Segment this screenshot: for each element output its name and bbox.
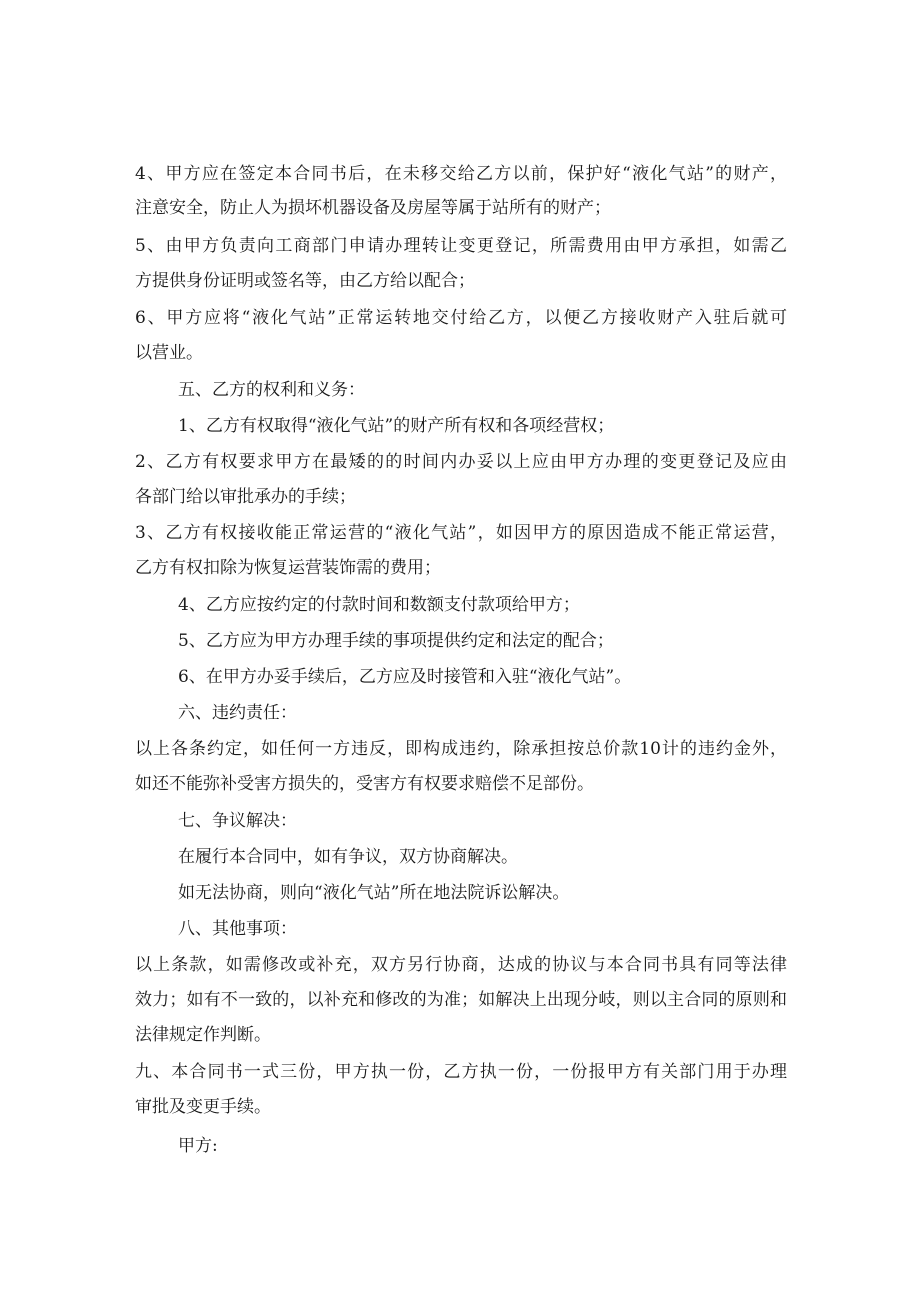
party-b-clause-4: 4、乙方应按约定的付款时间和数额支付款项给甲方； xyxy=(178,595,580,615)
dispute-clause-1: 在履行本合同中，如有争议，双方协商解决。 xyxy=(178,847,518,867)
party-a-clause-5-line-2: 方提供身份证明或签名等，由乙方给以配合； xyxy=(135,271,475,291)
section-9-line-1: 九、本合同书一式三份，甲方执一份，乙方执一份，一份报甲方有关部门用于办理 xyxy=(135,1062,787,1082)
party-b-clause-3-line-2: 乙方有权扣除为恢复运营装饰需的费用； xyxy=(135,558,441,578)
section-6-heading: 六、违约责任： xyxy=(178,703,297,723)
party-b-clause-2-line-2: 各部门给以审批承办的手续； xyxy=(135,487,356,507)
party-b-clause-1: 1、乙方有权取得“液化气站”的财产所有权和各项经营权； xyxy=(178,416,615,436)
party-a-clause-6-line-2: 以营业。 xyxy=(135,343,203,363)
section-8-heading: 八、其他事项： xyxy=(178,919,297,939)
party-b-clause-3-line-1: 3、乙方有权接收能正常运营的“液化气站”，如因甲方的原因造成不能正常运营， xyxy=(135,523,787,543)
party-a-clause-4-line-1: 4、甲方应在签定本合同书后，在未移交给乙方以前，保护好“液化气站”的财产， xyxy=(135,164,787,184)
section-5-heading: 五、乙方的权利和义务： xyxy=(178,380,365,400)
party-a-clause-5-line-1: 5、由甲方负责向工商部门申请办理转让变更登记，所需费用由甲方承担，如需乙 xyxy=(135,236,787,256)
dispute-clause-2: 如无法协商，则向“液化气站”所在地法院诉讼解决。 xyxy=(178,883,570,903)
breach-clause-line-2: 如还不能弥补受害方损失的，受害方有权要求赔偿不足部份。 xyxy=(135,774,594,794)
party-a-signature-label: 甲方: xyxy=(178,1136,218,1156)
party-b-clause-6: 6、在甲方办妥手续后，乙方应及时接管和入驻“液化气站”。 xyxy=(178,667,632,687)
breach-clause-line-1: 以上各条约定，如任何一方违反，即构成违约，除承担按总价款10计的违约金外， xyxy=(135,739,787,759)
party-a-clause-6-line-1: 6、甲方应将“液化气站”正常运转地交付给乙方，以便乙方接收财产入驻后就可 xyxy=(135,308,787,328)
section-9-line-2: 审批及变更手续。 xyxy=(135,1097,271,1117)
party-b-clause-5: 5、乙方应为甲方办理手续的事项提供约定和法定的配合； xyxy=(178,631,614,651)
other-matters-line-2: 效力；如有不一致的，以补充和修改的为准；如解决上出现分岐，则以主合同的原则和 xyxy=(135,990,787,1010)
party-a-clause-4-line-2: 注意安全，防止人为损坏机器设备及房屋等属于站所有的财产； xyxy=(135,198,611,218)
other-matters-line-1: 以上条款，如需修改或补充，双方另行协商，达成的协议与本合同书具有同等法律 xyxy=(135,955,787,975)
other-matters-line-3: 法律规定作判断。 xyxy=(135,1025,271,1045)
party-b-clause-2-line-1: 2、乙方有权要求甲方在最矮的的时间内办妥以上应由甲方办理的变更登记及应由 xyxy=(135,452,787,472)
section-7-heading: 七、争议解决： xyxy=(178,811,297,831)
